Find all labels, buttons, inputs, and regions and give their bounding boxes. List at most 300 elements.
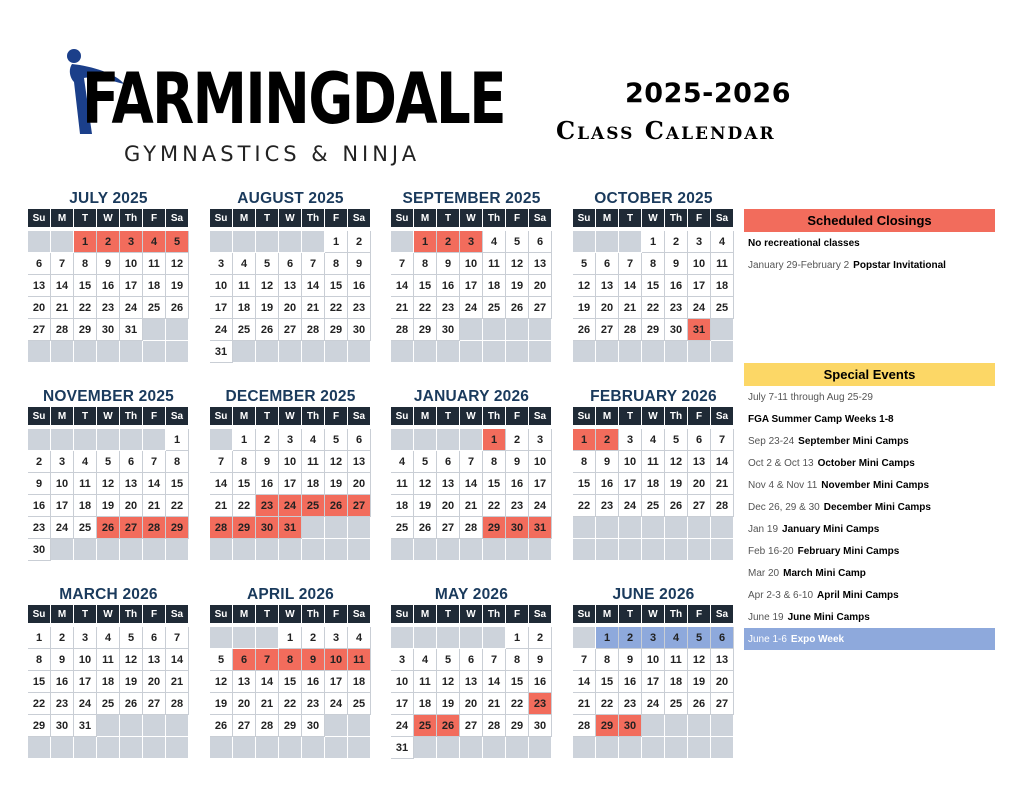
- weekday-header: M: [596, 605, 619, 624]
- event-row: [744, 584, 995, 606]
- calendar-day: 6: [460, 649, 483, 671]
- calendar-empty-cell: [437, 429, 460, 451]
- month-title: JUNE 2026: [612, 586, 695, 603]
- weekday-header: F: [506, 209, 529, 228]
- weekday-header: Sa: [711, 605, 734, 624]
- calendar-day: 9: [348, 253, 371, 275]
- calendar-day: 12: [573, 275, 596, 297]
- calendar-day: 24: [279, 495, 302, 517]
- calendar-day: 25: [711, 297, 734, 319]
- month-title: FEBRUARY 2026: [590, 388, 717, 405]
- calendar-empty-cell: [460, 627, 483, 649]
- calendar-day: 26: [120, 693, 143, 715]
- scheduled-closings-header: Scheduled Closings: [744, 209, 995, 232]
- calendar-empty-cell: [325, 737, 348, 759]
- calendar-day: 14: [166, 649, 189, 671]
- weekday-header: W: [460, 407, 483, 426]
- calendar-empty-cell: [573, 341, 596, 363]
- weekday-header: M: [233, 605, 256, 624]
- weekday-header: Sa: [529, 605, 552, 624]
- calendar-day: 11: [302, 451, 325, 473]
- calendar-empty-cell: [51, 737, 74, 759]
- event-label: March Mini Camp: [783, 567, 866, 579]
- calendar-empty-cell: [233, 539, 256, 561]
- weekday-header: W: [279, 407, 302, 426]
- weekday-header: Sa: [166, 209, 189, 228]
- calendar-day: 23: [437, 297, 460, 319]
- month-calendar: [391, 585, 552, 759]
- calendar-day: 5: [437, 649, 460, 671]
- weekday-header: Sa: [529, 407, 552, 426]
- calendar-day: 15: [642, 275, 665, 297]
- calendar-day: 29: [506, 715, 529, 737]
- calendar-day: 16: [437, 275, 460, 297]
- calendar-day: 15: [74, 275, 97, 297]
- calendar-day: 21: [573, 693, 596, 715]
- calendar-day: 27: [688, 495, 711, 517]
- calendar-day: 5: [120, 627, 143, 649]
- calendar-day: 11: [711, 253, 734, 275]
- calendar-day: 13: [688, 451, 711, 473]
- calendar-day: 10: [642, 649, 665, 671]
- calendar-day: 24: [460, 297, 483, 319]
- event-row: [744, 496, 995, 518]
- calendar-day: 4: [348, 627, 371, 649]
- calendar-day: 16: [28, 495, 51, 517]
- calendar-day: 29: [483, 517, 506, 539]
- weekday-header: Su: [210, 407, 233, 426]
- calendar-day: 11: [483, 253, 506, 275]
- weekday-header: Th: [120, 407, 143, 426]
- event-label: September Mini Camps: [798, 435, 909, 447]
- calendar-day: 19: [573, 297, 596, 319]
- calendar-day: 25: [642, 495, 665, 517]
- event-row: [744, 628, 995, 650]
- month-grid: [391, 605, 552, 759]
- calendar-day: 1: [573, 429, 596, 451]
- calendar-day: 20: [711, 671, 734, 693]
- calendar-empty-cell: [529, 319, 552, 341]
- calendar-day: 8: [74, 253, 97, 275]
- calendar-empty-cell: [302, 539, 325, 561]
- weekday-header: W: [642, 605, 665, 624]
- calendar-day: 11: [74, 473, 97, 495]
- calendar-day: 11: [143, 253, 166, 275]
- calendar-day: 15: [325, 275, 348, 297]
- weekday-header: Th: [665, 605, 688, 624]
- calendar-empty-cell: [325, 517, 348, 539]
- calendar-day: 10: [619, 451, 642, 473]
- calendar-day: 22: [596, 693, 619, 715]
- calendar-empty-cell: [97, 341, 120, 363]
- calendar-day: 4: [711, 231, 734, 253]
- event-row: [744, 518, 995, 540]
- calendar-day: 14: [711, 451, 734, 473]
- calendar-day: 10: [210, 275, 233, 297]
- event-date: June 19: [748, 611, 784, 623]
- calendar-day: 25: [143, 297, 166, 319]
- month-title: MAY 2026: [434, 586, 509, 603]
- calendar-day: 15: [414, 275, 437, 297]
- weekday-header: Su: [28, 605, 51, 624]
- calendar-day: 31: [74, 715, 97, 737]
- calendar-day: 21: [210, 495, 233, 517]
- calendar-day: 3: [391, 649, 414, 671]
- weekday-header: W: [642, 209, 665, 228]
- month-title: NOVEMBER 2025: [43, 388, 174, 405]
- event-row: [744, 606, 995, 628]
- month-calendar: [28, 189, 189, 363]
- calendar-day: 28: [256, 715, 279, 737]
- calendar-day: 29: [28, 715, 51, 737]
- calendar-day: 4: [391, 451, 414, 473]
- month-title: AUGUST 2025: [237, 190, 344, 207]
- calendar-day: 3: [51, 451, 74, 473]
- calendar-title: Class Calendar: [556, 116, 776, 145]
- calendar-empty-cell: [642, 715, 665, 737]
- calendar-day: 6: [28, 253, 51, 275]
- calendar-day: 3: [529, 429, 552, 451]
- calendar-empty-cell: [665, 539, 688, 561]
- weekday-header: Sa: [711, 209, 734, 228]
- calendar-day: 13: [348, 451, 371, 473]
- calendar-day: 22: [28, 693, 51, 715]
- calendar-day: 31: [688, 319, 711, 341]
- month-grid: [573, 209, 734, 363]
- weekday-header: W: [460, 209, 483, 228]
- calendar-empty-cell: [143, 319, 166, 341]
- weekday-header: Su: [391, 605, 414, 624]
- calendar-day: 8: [279, 649, 302, 671]
- calendar-day: 4: [414, 649, 437, 671]
- calendar-empty-cell: [210, 429, 233, 451]
- calendar-empty-cell: [506, 737, 529, 759]
- calendar-day: 12: [325, 451, 348, 473]
- calendar-day: 21: [51, 297, 74, 319]
- calendar-day: 23: [596, 495, 619, 517]
- calendar-day: 24: [210, 319, 233, 341]
- weekday-header: Th: [302, 209, 325, 228]
- calendar-day: 1: [414, 231, 437, 253]
- calendar-day: 2: [51, 627, 74, 649]
- calendar-day: 21: [619, 297, 642, 319]
- calendar-empty-cell: [506, 341, 529, 363]
- calendar-empty-cell: [596, 517, 619, 539]
- calendar-day: 18: [711, 275, 734, 297]
- event-label: June Mini Camps: [787, 611, 870, 623]
- calendar-empty-cell: [256, 341, 279, 363]
- calendar-empty-cell: [233, 737, 256, 759]
- calendar-empty-cell: [483, 737, 506, 759]
- calendar-empty-cell: [437, 627, 460, 649]
- calendar-day: 10: [460, 253, 483, 275]
- weekday-header: Th: [483, 407, 506, 426]
- weekday-header: W: [460, 605, 483, 624]
- calendar-day: 13: [711, 649, 734, 671]
- calendar-day: 5: [506, 231, 529, 253]
- calendar-day: 7: [391, 253, 414, 275]
- calendar-day: 11: [97, 649, 120, 671]
- calendar-empty-cell: [325, 715, 348, 737]
- calendar-day: 5: [97, 451, 120, 473]
- calendar-day: 5: [414, 451, 437, 473]
- calendar-day: 1: [642, 231, 665, 253]
- event-date: Sep 23-24: [748, 435, 795, 447]
- month-grid: [210, 407, 371, 561]
- calendar-day: 26: [573, 319, 596, 341]
- event-label: November Mini Camps: [821, 479, 930, 491]
- calendar-day: 23: [28, 517, 51, 539]
- calendar-empty-cell: [143, 539, 166, 561]
- weekday-header: W: [279, 605, 302, 624]
- calendar-empty-cell: [460, 341, 483, 363]
- calendar-empty-cell: [665, 341, 688, 363]
- calendar-day: 23: [529, 693, 552, 715]
- calendar-empty-cell: [573, 517, 596, 539]
- calendar-day: 12: [97, 473, 120, 495]
- calendar-day: 17: [619, 473, 642, 495]
- weekday-header: T: [619, 605, 642, 624]
- calendar-empty-cell: [143, 429, 166, 451]
- calendar-empty-cell: [483, 319, 506, 341]
- weekday-header: Sa: [166, 407, 189, 426]
- calendar-empty-cell: [279, 737, 302, 759]
- calendar-day: 13: [28, 275, 51, 297]
- calendar-empty-cell: [483, 539, 506, 561]
- calendar-day: 20: [348, 473, 371, 495]
- calendar-day: 17: [51, 495, 74, 517]
- calendar-day: 25: [414, 715, 437, 737]
- calendar-day: 4: [97, 627, 120, 649]
- calendar-day: 29: [74, 319, 97, 341]
- calendar-day: 29: [414, 319, 437, 341]
- calendar-empty-cell: [596, 231, 619, 253]
- calendar-day: 16: [665, 275, 688, 297]
- calendar-day: 15: [506, 671, 529, 693]
- calendar-day: 24: [325, 693, 348, 715]
- calendar-day: 24: [391, 715, 414, 737]
- calendar-empty-cell: [711, 517, 734, 539]
- calendar-day: 20: [437, 495, 460, 517]
- calendar-empty-cell: [120, 341, 143, 363]
- calendar-day: 19: [325, 473, 348, 495]
- calendar-empty-cell: [437, 539, 460, 561]
- calendar-day: 22: [414, 297, 437, 319]
- calendar-day: 6: [437, 451, 460, 473]
- calendar-empty-cell: [120, 715, 143, 737]
- calendar-day: 18: [302, 473, 325, 495]
- calendar-empty-cell: [437, 341, 460, 363]
- calendar-day: 12: [437, 671, 460, 693]
- calendar-day: 13: [120, 473, 143, 495]
- calendar-day: 11: [233, 275, 256, 297]
- calendar-empty-cell: [596, 737, 619, 759]
- month-calendar: [391, 387, 552, 561]
- calendar-empty-cell: [348, 737, 371, 759]
- closing-row: [744, 232, 995, 254]
- calendar-day: 22: [573, 495, 596, 517]
- calendar-empty-cell: [143, 737, 166, 759]
- calendar-day: 22: [483, 495, 506, 517]
- calendar-day: 21: [460, 495, 483, 517]
- calendar-day: 28: [619, 319, 642, 341]
- calendar-day: 14: [391, 275, 414, 297]
- calendar-day: 30: [256, 517, 279, 539]
- calendar-day: 24: [642, 693, 665, 715]
- weekday-header: Th: [665, 209, 688, 228]
- calendar-day: 24: [529, 495, 552, 517]
- calendar-day: 7: [256, 649, 279, 671]
- calendar-day: 30: [28, 539, 51, 561]
- event-row: [744, 430, 995, 452]
- calendar-day: 14: [256, 671, 279, 693]
- calendar-day: 2: [619, 627, 642, 649]
- calendar-day: 2: [529, 627, 552, 649]
- month-title: DECEMBER 2025: [225, 388, 356, 405]
- calendar-empty-cell: [348, 341, 371, 363]
- calendar-empty-cell: [166, 715, 189, 737]
- calendar-day: 25: [391, 517, 414, 539]
- event-row: [744, 452, 995, 474]
- calendar-empty-cell: [74, 737, 97, 759]
- weekday-header: T: [74, 209, 97, 228]
- calendar-day: 17: [642, 671, 665, 693]
- calendar-day: 3: [74, 627, 97, 649]
- calendar-day: 14: [51, 275, 74, 297]
- weekday-header: W: [97, 407, 120, 426]
- calendar-day: 26: [210, 715, 233, 737]
- calendar-day: 14: [573, 671, 596, 693]
- calendar-empty-cell: [143, 341, 166, 363]
- calendar-day: 10: [391, 671, 414, 693]
- month-title: OCTOBER 2025: [594, 190, 713, 207]
- calendar-empty-cell: [391, 231, 414, 253]
- calendar-day: 4: [233, 253, 256, 275]
- calendar-empty-cell: [97, 715, 120, 737]
- calendar-empty-cell: [120, 737, 143, 759]
- calendar-day: 6: [120, 451, 143, 473]
- calendar-day: 10: [688, 253, 711, 275]
- calendar-empty-cell: [120, 539, 143, 561]
- calendar-day: 3: [325, 627, 348, 649]
- calendar-day: 9: [506, 451, 529, 473]
- calendar-empty-cell: [28, 429, 51, 451]
- calendar-empty-cell: [51, 231, 74, 253]
- calendar-day: 27: [279, 319, 302, 341]
- weekday-header: T: [74, 407, 97, 426]
- calendar-day: 9: [529, 649, 552, 671]
- calendar-day: 5: [665, 429, 688, 451]
- calendar-day: 3: [688, 231, 711, 253]
- calendar-day: 30: [529, 715, 552, 737]
- calendar-day: 5: [210, 649, 233, 671]
- calendar-day: 15: [279, 671, 302, 693]
- calendar-day: 30: [302, 715, 325, 737]
- calendar-day: 11: [414, 671, 437, 693]
- calendar-day: 30: [437, 319, 460, 341]
- calendar-day: 7: [51, 253, 74, 275]
- calendar-empty-cell: [391, 429, 414, 451]
- calendar-empty-cell: [619, 539, 642, 561]
- calendar-empty-cell: [529, 341, 552, 363]
- calendar-day: 25: [233, 319, 256, 341]
- calendar-day: 27: [437, 517, 460, 539]
- calendar-empty-cell: [711, 319, 734, 341]
- calendar-day: 9: [619, 649, 642, 671]
- calendar-day: 6: [279, 253, 302, 275]
- calendar-empty-cell: [688, 539, 711, 561]
- month-title: APRIL 2026: [246, 586, 334, 603]
- month-calendar: [573, 189, 734, 363]
- calendar-day: 15: [28, 671, 51, 693]
- calendar-day: 2: [596, 429, 619, 451]
- calendar-empty-cell: [74, 341, 97, 363]
- calendar-day: 3: [642, 627, 665, 649]
- calendar-day: 18: [233, 297, 256, 319]
- calendar-day: 28: [166, 693, 189, 715]
- calendar-empty-cell: [688, 715, 711, 737]
- calendar-day: 17: [74, 671, 97, 693]
- weekday-header: Su: [210, 209, 233, 228]
- calendar-day: 27: [529, 297, 552, 319]
- calendar-day: 17: [391, 693, 414, 715]
- weekday-header: Su: [28, 209, 51, 228]
- weekday-header: Sa: [348, 605, 371, 624]
- event-date: Dec 26, 29 & 30: [748, 501, 820, 513]
- calendar-day: 9: [437, 253, 460, 275]
- calendar-day: 26: [166, 297, 189, 319]
- calendar-empty-cell: [529, 737, 552, 759]
- calendar-day: 19: [506, 275, 529, 297]
- calendar-day: 8: [28, 649, 51, 671]
- calendar-day: 1: [483, 429, 506, 451]
- calendar-day: 18: [348, 671, 371, 693]
- calendar-day: 16: [256, 473, 279, 495]
- month-grid: [28, 407, 189, 561]
- calendar-day: 9: [97, 253, 120, 275]
- event-row: [744, 540, 995, 562]
- calendar-day: 19: [437, 693, 460, 715]
- calendar-empty-cell: [233, 627, 256, 649]
- month-calendar: [391, 189, 552, 363]
- calendar-day: 14: [619, 275, 642, 297]
- month-calendar: [210, 189, 371, 363]
- calendar-empty-cell: [711, 715, 734, 737]
- calendar-day: 19: [166, 275, 189, 297]
- calendar-day: 21: [302, 297, 325, 319]
- calendar-day: 2: [348, 231, 371, 253]
- calendar-day: 30: [665, 319, 688, 341]
- calendar-empty-cell: [279, 341, 302, 363]
- calendar-day: 4: [642, 429, 665, 451]
- calendar-day: 10: [120, 253, 143, 275]
- calendar-empty-cell: [414, 539, 437, 561]
- calendar-day: 2: [506, 429, 529, 451]
- calendar-day: 18: [97, 671, 120, 693]
- weekday-header: T: [74, 605, 97, 624]
- calendar-day: 19: [97, 495, 120, 517]
- calendar-empty-cell: [619, 517, 642, 539]
- calendar-day: 22: [74, 297, 97, 319]
- calendar-day: 29: [166, 517, 189, 539]
- calendar-empty-cell: [573, 231, 596, 253]
- weekday-header: F: [688, 209, 711, 228]
- calendar-day: 18: [391, 495, 414, 517]
- calendar-day: 29: [233, 517, 256, 539]
- calendar-day: 8: [325, 253, 348, 275]
- calendar-empty-cell: [460, 429, 483, 451]
- calendar-day: 18: [414, 693, 437, 715]
